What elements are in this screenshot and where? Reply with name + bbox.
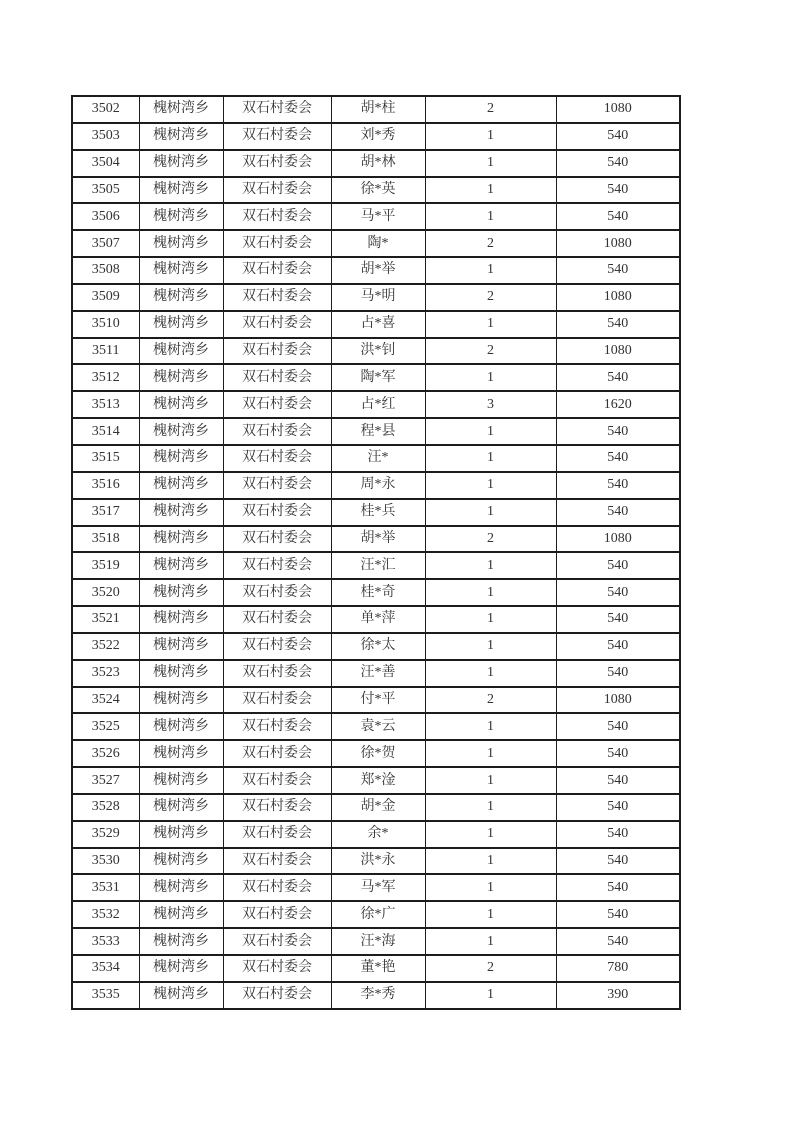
table-row — [72, 794, 680, 821]
cell-village-committee: 双石村委会 — [223, 364, 331, 391]
cell-person-name: 桂*兵 — [331, 499, 425, 526]
cell-person-name: 胡*金 — [331, 794, 425, 821]
table-row — [72, 284, 680, 311]
cell-amount: 1080 — [556, 526, 680, 553]
cell-serial-number: 3526 — [72, 740, 139, 767]
cell-township: 槐树湾乡 — [139, 311, 223, 338]
cell-township: 槐树湾乡 — [139, 740, 223, 767]
cell-village-committee: 双石村委会 — [223, 740, 331, 767]
table-row — [72, 687, 680, 714]
cell-village-committee: 双石村委会 — [223, 713, 331, 740]
cell-serial-number: 3530 — [72, 848, 139, 875]
cell-village-committee: 双石村委会 — [223, 848, 331, 875]
cell-count: 2 — [425, 284, 556, 311]
cell-count: 1 — [425, 257, 556, 284]
cell-serial-number: 3523 — [72, 660, 139, 687]
cell-village-committee: 双石村委会 — [223, 391, 331, 418]
cell-township: 槐树湾乡 — [139, 472, 223, 499]
cell-count: 2 — [425, 338, 556, 365]
cell-serial-number: 3533 — [72, 928, 139, 955]
cell-person-name: 程*县 — [331, 418, 425, 445]
cell-count: 1 — [425, 901, 556, 928]
table-row — [72, 955, 680, 982]
cell-village-committee: 双石村委会 — [223, 955, 331, 982]
cell-person-name: 胡*举 — [331, 526, 425, 553]
cell-serial-number: 3507 — [72, 230, 139, 257]
cell-serial-number: 3527 — [72, 767, 139, 794]
cell-township: 槐树湾乡 — [139, 606, 223, 633]
cell-village-committee: 双石村委会 — [223, 579, 331, 606]
cell-amount: 1080 — [556, 96, 680, 123]
cell-serial-number: 3520 — [72, 579, 139, 606]
cell-person-name: 余* — [331, 821, 425, 848]
cell-township: 槐树湾乡 — [139, 633, 223, 660]
cell-serial-number: 3521 — [72, 606, 139, 633]
cell-township: 槐树湾乡 — [139, 821, 223, 848]
cell-amount: 540 — [556, 606, 680, 633]
cell-serial-number: 3511 — [72, 338, 139, 365]
cell-village-committee: 双石村委会 — [223, 821, 331, 848]
cell-serial-number: 3534 — [72, 955, 139, 982]
cell-amount: 1080 — [556, 687, 680, 714]
cell-person-name: 陶* — [331, 230, 425, 257]
cell-count: 1 — [425, 364, 556, 391]
cell-amount: 540 — [556, 552, 680, 579]
cell-count: 1 — [425, 713, 556, 740]
cell-count: 1 — [425, 821, 556, 848]
table-row — [72, 982, 680, 1009]
cell-serial-number: 3518 — [72, 526, 139, 553]
table-row — [72, 391, 680, 418]
cell-serial-number: 3516 — [72, 472, 139, 499]
cell-amount: 1080 — [556, 338, 680, 365]
cell-amount: 540 — [556, 874, 680, 901]
table-row — [72, 660, 680, 687]
cell-person-name: 徐*广 — [331, 901, 425, 928]
cell-person-name: 汪*海 — [331, 928, 425, 955]
cell-township: 槐树湾乡 — [139, 364, 223, 391]
cell-township: 槐树湾乡 — [139, 874, 223, 901]
cell-count: 1 — [425, 633, 556, 660]
cell-count: 1 — [425, 794, 556, 821]
cell-serial-number: 3525 — [72, 713, 139, 740]
cell-serial-number: 3532 — [72, 901, 139, 928]
cell-amount: 540 — [556, 150, 680, 177]
table-row — [72, 96, 680, 123]
cell-serial-number: 3508 — [72, 257, 139, 284]
cell-serial-number: 3504 — [72, 150, 139, 177]
cell-person-name: 付*平 — [331, 687, 425, 714]
table-row — [72, 311, 680, 338]
cell-amount: 540 — [556, 123, 680, 150]
cell-count: 1 — [425, 311, 556, 338]
cell-village-committee: 双石村委会 — [223, 552, 331, 579]
cell-village-committee: 双石村委会 — [223, 284, 331, 311]
cell-count: 2 — [425, 687, 556, 714]
cell-count: 1 — [425, 982, 556, 1009]
cell-serial-number: 3510 — [72, 311, 139, 338]
cell-serial-number: 3517 — [72, 499, 139, 526]
cell-township: 槐树湾乡 — [139, 499, 223, 526]
cell-amount: 540 — [556, 364, 680, 391]
cell-village-committee: 双石村委会 — [223, 150, 331, 177]
cell-person-name: 桂*奇 — [331, 579, 425, 606]
cell-person-name: 胡*柱 — [331, 96, 425, 123]
cell-village-committee: 双石村委会 — [223, 445, 331, 472]
cell-person-name: 郑*淦 — [331, 767, 425, 794]
cell-amount: 540 — [556, 794, 680, 821]
cell-village-committee: 双石村委会 — [223, 874, 331, 901]
cell-amount: 540 — [556, 418, 680, 445]
table-row — [72, 928, 680, 955]
cell-township: 槐树湾乡 — [139, 230, 223, 257]
table-row — [72, 821, 680, 848]
cell-serial-number: 3502 — [72, 96, 139, 123]
cell-township: 槐树湾乡 — [139, 579, 223, 606]
cell-village-committee: 双石村委会 — [223, 687, 331, 714]
cell-count: 1 — [425, 606, 556, 633]
cell-village-committee: 双石村委会 — [223, 928, 331, 955]
table-row — [72, 901, 680, 928]
cell-count: 2 — [425, 230, 556, 257]
cell-amount: 540 — [556, 713, 680, 740]
cell-village-committee: 双石村委会 — [223, 311, 331, 338]
cell-amount: 540 — [556, 177, 680, 204]
table-row — [72, 848, 680, 875]
table-row — [72, 713, 680, 740]
cell-amount: 540 — [556, 767, 680, 794]
cell-village-committee: 双石村委会 — [223, 177, 331, 204]
cell-village-committee: 双石村委会 — [223, 767, 331, 794]
cell-serial-number: 3522 — [72, 633, 139, 660]
cell-serial-number: 3512 — [72, 364, 139, 391]
cell-township: 槐树湾乡 — [139, 552, 223, 579]
cell-count: 1 — [425, 767, 556, 794]
table-row — [72, 257, 680, 284]
table-row — [72, 767, 680, 794]
cell-person-name: 徐*太 — [331, 633, 425, 660]
cell-person-name: 洪*永 — [331, 848, 425, 875]
cell-village-committee: 双石村委会 — [223, 203, 331, 230]
cell-serial-number: 3514 — [72, 418, 139, 445]
cell-count: 1 — [425, 552, 556, 579]
cell-amount: 540 — [556, 257, 680, 284]
table-row — [72, 579, 680, 606]
cell-serial-number: 3509 — [72, 284, 139, 311]
cell-village-committee: 双石村委会 — [223, 472, 331, 499]
cell-amount: 780 — [556, 955, 680, 982]
cell-village-committee: 双石村委会 — [223, 633, 331, 660]
table-row — [72, 445, 680, 472]
table-row — [72, 364, 680, 391]
cell-village-committee: 双石村委会 — [223, 526, 331, 553]
cell-count: 1 — [425, 445, 556, 472]
table-row — [72, 633, 680, 660]
cell-amount: 540 — [556, 311, 680, 338]
cell-person-name: 周*永 — [331, 472, 425, 499]
cell-township: 槐树湾乡 — [139, 150, 223, 177]
cell-serial-number: 3519 — [72, 552, 139, 579]
cell-person-name: 李*秀 — [331, 982, 425, 1009]
cell-count: 3 — [425, 391, 556, 418]
cell-count: 1 — [425, 928, 556, 955]
table-row — [72, 338, 680, 365]
cell-amount: 540 — [556, 445, 680, 472]
cell-township: 槐树湾乡 — [139, 418, 223, 445]
cell-person-name: 马*明 — [331, 284, 425, 311]
cell-amount: 540 — [556, 821, 680, 848]
cell-amount: 540 — [556, 203, 680, 230]
cell-township: 槐树湾乡 — [139, 96, 223, 123]
cell-amount: 540 — [556, 579, 680, 606]
cell-person-name: 陶*军 — [331, 364, 425, 391]
cell-person-name: 胡*林 — [331, 150, 425, 177]
cell-township: 槐树湾乡 — [139, 203, 223, 230]
cell-serial-number: 3529 — [72, 821, 139, 848]
cell-township: 槐树湾乡 — [139, 526, 223, 553]
subsidy-table — [71, 95, 681, 1010]
cell-serial-number: 3503 — [72, 123, 139, 150]
cell-village-committee: 双石村委会 — [223, 982, 331, 1009]
cell-count: 1 — [425, 418, 556, 445]
cell-serial-number: 3528 — [72, 794, 139, 821]
cell-township: 槐树湾乡 — [139, 177, 223, 204]
cell-person-name: 单*萍 — [331, 606, 425, 633]
cell-village-committee: 双石村委会 — [223, 338, 331, 365]
cell-township: 槐树湾乡 — [139, 767, 223, 794]
cell-township: 槐树湾乡 — [139, 928, 223, 955]
cell-village-committee: 双石村委会 — [223, 96, 331, 123]
cell-township: 槐树湾乡 — [139, 257, 223, 284]
cell-amount: 540 — [556, 848, 680, 875]
cell-village-committee: 双石村委会 — [223, 123, 331, 150]
cell-person-name: 洪*钊 — [331, 338, 425, 365]
cell-count: 1 — [425, 123, 556, 150]
cell-village-committee: 双石村委会 — [223, 230, 331, 257]
cell-serial-number: 3524 — [72, 687, 139, 714]
cell-amount: 540 — [556, 928, 680, 955]
table-row — [72, 418, 680, 445]
cell-township: 槐树湾乡 — [139, 123, 223, 150]
table-row — [72, 499, 680, 526]
cell-amount: 1080 — [556, 230, 680, 257]
table-row — [72, 552, 680, 579]
cell-amount: 1080 — [556, 284, 680, 311]
cell-village-committee: 双石村委会 — [223, 418, 331, 445]
table-row — [72, 230, 680, 257]
cell-amount: 1620 — [556, 391, 680, 418]
cell-serial-number: 3506 — [72, 203, 139, 230]
cell-amount: 540 — [556, 901, 680, 928]
cell-amount: 540 — [556, 633, 680, 660]
cell-count: 2 — [425, 96, 556, 123]
cell-serial-number: 3535 — [72, 982, 139, 1009]
cell-amount: 540 — [556, 660, 680, 687]
cell-person-name: 徐*贺 — [331, 740, 425, 767]
table-row — [72, 150, 680, 177]
cell-count: 1 — [425, 874, 556, 901]
table-row — [72, 606, 680, 633]
table-row — [72, 874, 680, 901]
cell-person-name: 刘*秀 — [331, 123, 425, 150]
cell-township: 槐树湾乡 — [139, 391, 223, 418]
cell-count: 2 — [425, 526, 556, 553]
cell-serial-number: 3531 — [72, 874, 139, 901]
cell-count: 1 — [425, 579, 556, 606]
cell-township: 槐树湾乡 — [139, 955, 223, 982]
cell-person-name: 占*喜 — [331, 311, 425, 338]
table-row — [72, 526, 680, 553]
cell-count: 1 — [425, 848, 556, 875]
cell-township: 槐树湾乡 — [139, 284, 223, 311]
cell-township: 槐树湾乡 — [139, 982, 223, 1009]
cell-serial-number: 3513 — [72, 391, 139, 418]
cell-count: 1 — [425, 177, 556, 204]
cell-village-committee: 双石村委会 — [223, 606, 331, 633]
cell-township: 槐树湾乡 — [139, 445, 223, 472]
cell-village-committee: 双石村委会 — [223, 257, 331, 284]
cell-count: 1 — [425, 499, 556, 526]
cell-person-name: 徐*英 — [331, 177, 425, 204]
cell-count: 1 — [425, 660, 556, 687]
cell-person-name: 董*艳 — [331, 955, 425, 982]
table-row — [72, 472, 680, 499]
cell-village-committee: 双石村委会 — [223, 901, 331, 928]
table-row — [72, 740, 680, 767]
cell-village-committee: 双石村委会 — [223, 794, 331, 821]
cell-amount: 540 — [556, 472, 680, 499]
cell-village-committee: 双石村委会 — [223, 660, 331, 687]
cell-township: 槐树湾乡 — [139, 794, 223, 821]
cell-person-name: 胡*举 — [331, 257, 425, 284]
cell-amount: 540 — [556, 740, 680, 767]
cell-township: 槐树湾乡 — [139, 713, 223, 740]
cell-person-name: 汪*汇 — [331, 552, 425, 579]
table-row — [72, 123, 680, 150]
cell-amount: 540 — [556, 499, 680, 526]
cell-village-committee: 双石村委会 — [223, 499, 331, 526]
cell-count: 1 — [425, 740, 556, 767]
cell-person-name: 袁*云 — [331, 713, 425, 740]
cell-count: 1 — [425, 150, 556, 177]
cell-township: 槐树湾乡 — [139, 660, 223, 687]
cell-person-name: 占*红 — [331, 391, 425, 418]
table-body — [72, 96, 680, 1009]
table-row — [72, 177, 680, 204]
cell-township: 槐树湾乡 — [139, 848, 223, 875]
cell-township: 槐树湾乡 — [139, 901, 223, 928]
table-row — [72, 203, 680, 230]
cell-township: 槐树湾乡 — [139, 338, 223, 365]
cell-serial-number: 3505 — [72, 177, 139, 204]
cell-township: 槐树湾乡 — [139, 687, 223, 714]
cell-count: 2 — [425, 955, 556, 982]
cell-count: 1 — [425, 472, 556, 499]
cell-person-name: 马*军 — [331, 874, 425, 901]
cell-serial-number: 3515 — [72, 445, 139, 472]
cell-person-name: 汪* — [331, 445, 425, 472]
cell-amount: 390 — [556, 982, 680, 1009]
cell-person-name: 汪*善 — [331, 660, 425, 687]
cell-count: 1 — [425, 203, 556, 230]
cell-person-name: 马*平 — [331, 203, 425, 230]
